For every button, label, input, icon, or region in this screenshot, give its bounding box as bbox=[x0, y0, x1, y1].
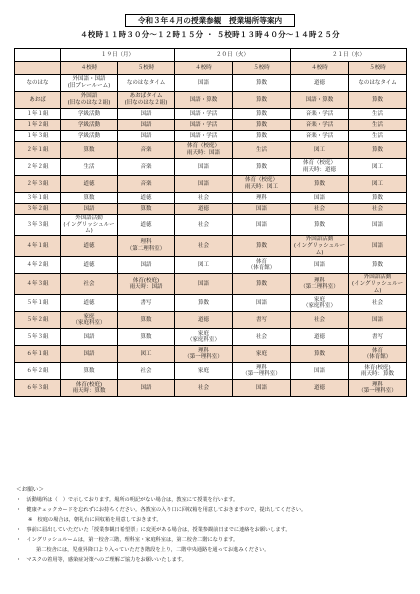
subject-cell: あおばタイム (旧なのはな２組) bbox=[118, 92, 175, 109]
subject-cell: 体育(校庭) 雨天時：算数 bbox=[61, 380, 118, 397]
subject-cell: 外国語活動 (イングリッシュルーム) bbox=[291, 236, 349, 257]
table-row bbox=[15, 329, 407, 346]
note-item: 第二校舎には，児童昇降口より入っていただき階段を上り，二階中央通路を通ってお進みください。 bbox=[36, 547, 270, 553]
table-row bbox=[15, 312, 407, 329]
subject-cell: 社会 bbox=[175, 215, 233, 236]
notes-heading: ＜お願い＞ bbox=[16, 487, 44, 493]
class-name-cell: ３年３組 bbox=[15, 215, 61, 236]
class-name-cell: ２年２組 bbox=[15, 159, 61, 176]
subject-cell: 国語 bbox=[175, 176, 233, 193]
schedule-table bbox=[14, 48, 407, 397]
subject-cell: 国語 bbox=[349, 236, 407, 257]
subject-cell: 道徳 bbox=[118, 193, 175, 204]
table-row bbox=[15, 92, 407, 109]
subject-cell: 音楽・学活 bbox=[291, 120, 349, 131]
table-row bbox=[15, 236, 407, 257]
class-name-cell: ３年１組 bbox=[15, 193, 61, 204]
note-item: ※ 校庭の場合は，朝礼台に回収箱を用意しておきます。 bbox=[28, 517, 162, 523]
subject-cell: 国語 bbox=[118, 131, 175, 142]
subject-cell: 体育（校庭） 雨天時：図工 bbox=[233, 176, 291, 193]
subject-cell: 国語・学活 bbox=[175, 131, 233, 142]
subject-cell: 理科 （第一理科室） bbox=[175, 346, 233, 363]
page-title: 令和３年４月の授業参観 授業場所等案内 bbox=[125, 14, 295, 27]
subject-cell: 国語 bbox=[61, 204, 118, 215]
subject-cell: 国語 bbox=[233, 215, 291, 236]
subject-cell: 国語 bbox=[291, 257, 349, 274]
subject-cell: 算数 bbox=[61, 193, 118, 204]
table-row bbox=[15, 215, 407, 236]
class-name-cell: １年３組 bbox=[15, 131, 61, 142]
table-row bbox=[15, 120, 407, 131]
subject-cell: 理科 （第二理科室） bbox=[291, 274, 349, 295]
subject-cell: 算数 bbox=[118, 204, 175, 215]
subject-cell: 算数 bbox=[349, 257, 407, 274]
subject-cell: 理科 （第一理科室） bbox=[233, 363, 291, 380]
note-item: ・ マスクの着用等，感染症対策へのご理解ご協力をお願いいたします。 bbox=[16, 557, 187, 563]
class-name-cell: ４年２組 bbox=[15, 257, 61, 274]
subject-cell: 体育(校庭) 雨天時：算数 bbox=[349, 363, 407, 380]
subject-cell: 社会 bbox=[349, 295, 407, 312]
table-row bbox=[15, 142, 407, 159]
subject-cell: 理科 （第二理科室） bbox=[118, 236, 175, 257]
subject-cell: 書写 bbox=[349, 329, 407, 346]
subject-cell: 学級活動 bbox=[61, 131, 118, 142]
subject-cell: 体育 （体育館） bbox=[349, 346, 407, 363]
subject-cell: 道徳 bbox=[291, 75, 349, 92]
subject-cell: 国語 bbox=[233, 380, 291, 397]
table-row bbox=[15, 109, 407, 120]
subject-cell: 生活 bbox=[233, 142, 291, 159]
class-name-cell: １年２組 bbox=[15, 120, 61, 131]
class-name-cell: ３年２組 bbox=[15, 204, 61, 215]
day-header: １９日（月） bbox=[61, 49, 175, 62]
table-row bbox=[15, 363, 407, 380]
note-item: ・ 事前に届出していただいた「授業参観日希望票」に変更がある場合は，授業参観前日までに連絡をお願いします。 bbox=[16, 527, 291, 533]
subject-cell: 体育（校庭） 雨天時：国語 bbox=[175, 142, 233, 159]
subject-cell: 外国語活動 (イングリッシュルーム) bbox=[61, 215, 118, 236]
class-name-cell: １年１組 bbox=[15, 109, 61, 120]
class-name-cell: ６年２組 bbox=[15, 363, 61, 380]
subject-cell: 外国語活動 (イングリッシュルーム) bbox=[349, 274, 407, 295]
period-header: ４校時 bbox=[175, 62, 233, 75]
class-name-cell: ６年３組 bbox=[15, 380, 61, 397]
subject-cell: 図工 bbox=[118, 346, 175, 363]
subject-cell: 外国語・国語 (旧プレールーム) bbox=[61, 75, 118, 92]
subject-cell: 国語 bbox=[349, 215, 407, 236]
subject-cell: 国語 bbox=[118, 257, 175, 274]
subject-cell: 算数 bbox=[233, 274, 291, 295]
subject-cell: 国語 bbox=[118, 109, 175, 120]
subject-cell: 社会 bbox=[175, 193, 233, 204]
table-row bbox=[15, 159, 407, 176]
subject-cell: なのはなタイム bbox=[349, 75, 407, 92]
subject-cell: 家庭 （家庭科室） bbox=[291, 295, 349, 312]
subject-cell: 書写 bbox=[118, 295, 175, 312]
subject-cell: 国語 bbox=[118, 120, 175, 131]
subject-cell: 生活 bbox=[349, 109, 407, 120]
table-row bbox=[15, 204, 407, 215]
table-row bbox=[15, 346, 407, 363]
subject-cell: 算数 bbox=[118, 329, 175, 346]
subject-cell: 図工 bbox=[291, 142, 349, 159]
subject-cell: 体育(校庭) 雨天時：国語 bbox=[118, 274, 175, 295]
corner-cell bbox=[15, 49, 61, 62]
subject-cell: 道徳 bbox=[61, 257, 118, 274]
subject-cell: 図工 bbox=[175, 257, 233, 274]
class-name-cell: ６年１組 bbox=[15, 346, 61, 363]
table-row bbox=[15, 257, 407, 274]
day-header-row bbox=[15, 49, 407, 62]
subject-cell: 家庭 （家庭科室） bbox=[175, 329, 233, 346]
subject-cell: 算数 bbox=[61, 142, 118, 159]
subject-cell: 国語 bbox=[233, 204, 291, 215]
subject-cell: 算数 bbox=[349, 193, 407, 204]
subject-cell: 音楽・学活 bbox=[291, 131, 349, 142]
table-row bbox=[15, 274, 407, 295]
subject-cell: 算数 bbox=[118, 312, 175, 329]
subject-cell: 生活 bbox=[349, 120, 407, 131]
subject-cell: 外国語 (旧なのはな２組) bbox=[61, 92, 118, 109]
subject-cell: 国語 bbox=[175, 75, 233, 92]
subject-cell: 算数 bbox=[291, 176, 349, 193]
subject-cell: 道徳 bbox=[61, 236, 118, 257]
note-item: ・ 活動場所は（ ）で示しております。場所の明記がない場合は，教室にて授業を行います。 bbox=[16, 497, 239, 503]
subject-cell: 社会 bbox=[118, 363, 175, 380]
subject-cell: 算数 bbox=[233, 159, 291, 176]
subject-cell: 図工 bbox=[349, 176, 407, 193]
subject-cell: 算数 bbox=[233, 75, 291, 92]
period-header: ４校時 bbox=[291, 62, 349, 75]
subject-cell: 道徳 bbox=[291, 380, 349, 397]
table-row bbox=[15, 380, 407, 397]
class-name-cell: ５年３組 bbox=[15, 329, 61, 346]
subject-cell: 国語 bbox=[61, 329, 118, 346]
subject-cell: 国語 bbox=[291, 193, 349, 204]
corner-cell bbox=[15, 62, 61, 75]
subject-cell: 音楽 bbox=[118, 159, 175, 176]
subject-cell: 家庭 （家庭科室） bbox=[61, 312, 118, 329]
subject-cell: 道徳 bbox=[291, 329, 349, 346]
period-header-row bbox=[15, 62, 407, 75]
class-name-cell: ４年３組 bbox=[15, 274, 61, 295]
note-item: ・ 健康チェックカードを忘れずにお持ちください。各教室の入り口に回収箱を用意しておきますので，提出してください。 bbox=[16, 507, 307, 513]
subject-cell: 家庭 bbox=[175, 363, 233, 380]
class-name-cell: ２年１組 bbox=[15, 142, 61, 159]
table-row bbox=[15, 295, 407, 312]
subject-cell: 体育（校庭） 雨天時：道徳 bbox=[291, 159, 349, 176]
class-name-cell: ５年２組 bbox=[15, 312, 61, 329]
subject-cell: 算数 bbox=[233, 109, 291, 120]
subject-cell: 生活 bbox=[61, 159, 118, 176]
subject-cell: 社会 bbox=[61, 274, 118, 295]
subject-cell: 国語 bbox=[291, 363, 349, 380]
subject-cell: 国語 bbox=[175, 159, 233, 176]
table-row bbox=[15, 176, 407, 193]
subject-cell: 社会 bbox=[175, 380, 233, 397]
subject-cell: 道徳 bbox=[118, 215, 175, 236]
subject-cell: 社会 bbox=[175, 236, 233, 257]
subject-cell: 家庭 bbox=[233, 346, 291, 363]
subject-cell: 国語・算数 bbox=[175, 92, 233, 109]
subject-cell: 体育 （体育館） bbox=[233, 257, 291, 274]
period-header: ４校時 bbox=[61, 62, 118, 75]
period-header: ５校時 bbox=[118, 62, 175, 75]
period-header: ５校時 bbox=[233, 62, 291, 75]
subject-cell: 算数 bbox=[175, 295, 233, 312]
subject-cell: 国語 bbox=[118, 380, 175, 397]
subject-cell: 国語 bbox=[61, 346, 118, 363]
class-name-cell: ４年１組 bbox=[15, 236, 61, 257]
subject-cell: 国語・学活 bbox=[175, 109, 233, 120]
class-name-cell: ２年３組 bbox=[15, 176, 61, 193]
period-header: ５校時 bbox=[349, 62, 407, 75]
table-row bbox=[15, 75, 407, 92]
subject-cell: 算数 bbox=[349, 92, 407, 109]
class-name-cell: あおば bbox=[15, 92, 61, 109]
day-header: ２１日（水） bbox=[291, 49, 407, 62]
subject-cell: 道徳 bbox=[61, 295, 118, 312]
subject-cell: 学級活動 bbox=[61, 120, 118, 131]
subject-cell: 音楽・学活 bbox=[291, 109, 349, 120]
subject-cell: 社会 bbox=[233, 329, 291, 346]
subject-cell: 算数 bbox=[233, 92, 291, 109]
subject-cell: 社会 bbox=[291, 204, 349, 215]
subject-cell: 国語 bbox=[175, 274, 233, 295]
subject-cell: 生活 bbox=[349, 131, 407, 142]
subject-cell: 道徳 bbox=[61, 176, 118, 193]
subject-cell: 道徳 bbox=[175, 204, 233, 215]
subject-cell: 図工 bbox=[349, 159, 407, 176]
table-row bbox=[15, 131, 407, 142]
subject-cell: 国語・算数 bbox=[291, 92, 349, 109]
subject-cell: 算数 bbox=[349, 142, 407, 159]
subject-cell: 算数 bbox=[291, 346, 349, 363]
class-name-cell: なのはな bbox=[15, 75, 61, 92]
table-row bbox=[15, 193, 407, 204]
subject-cell: 国語 bbox=[233, 295, 291, 312]
subject-cell: 音楽 bbox=[118, 142, 175, 159]
subject-cell: 書写 bbox=[233, 312, 291, 329]
subject-cell: 算数 bbox=[233, 236, 291, 257]
subject-cell: 理科 bbox=[233, 193, 291, 204]
notes-section bbox=[16, 485, 408, 565]
subject-cell: 算数 bbox=[291, 215, 349, 236]
class-name-cell: ５年１組 bbox=[15, 295, 61, 312]
subject-cell: 音楽 bbox=[118, 176, 175, 193]
subject-cell: 算数 bbox=[233, 120, 291, 131]
subject-cell: 国語 bbox=[349, 312, 407, 329]
subject-cell: 学級活動 bbox=[61, 109, 118, 120]
day-header: ２０日（火） bbox=[175, 49, 291, 62]
subject-cell: 算数 bbox=[61, 363, 118, 380]
schedule-times: ４校時１１時３０分～１２時１５分 ・ ５校時１３時４０分～１４時２５分 bbox=[80, 30, 340, 39]
subject-cell: 国語・学活 bbox=[175, 120, 233, 131]
subject-cell: 社会 bbox=[291, 312, 349, 329]
note-item: ・ イングリッシュルームは，第一校舎三階，理科室・家庭科室は，第二校舎二階になります。 bbox=[16, 537, 239, 543]
subject-cell: 道徳 bbox=[175, 312, 233, 329]
subject-cell: 理科 （第一理科室） bbox=[349, 380, 407, 397]
subject-cell: なのはなタイム bbox=[118, 75, 175, 92]
subject-cell: 社会 bbox=[349, 204, 407, 215]
subject-cell: 算数 bbox=[233, 131, 291, 142]
